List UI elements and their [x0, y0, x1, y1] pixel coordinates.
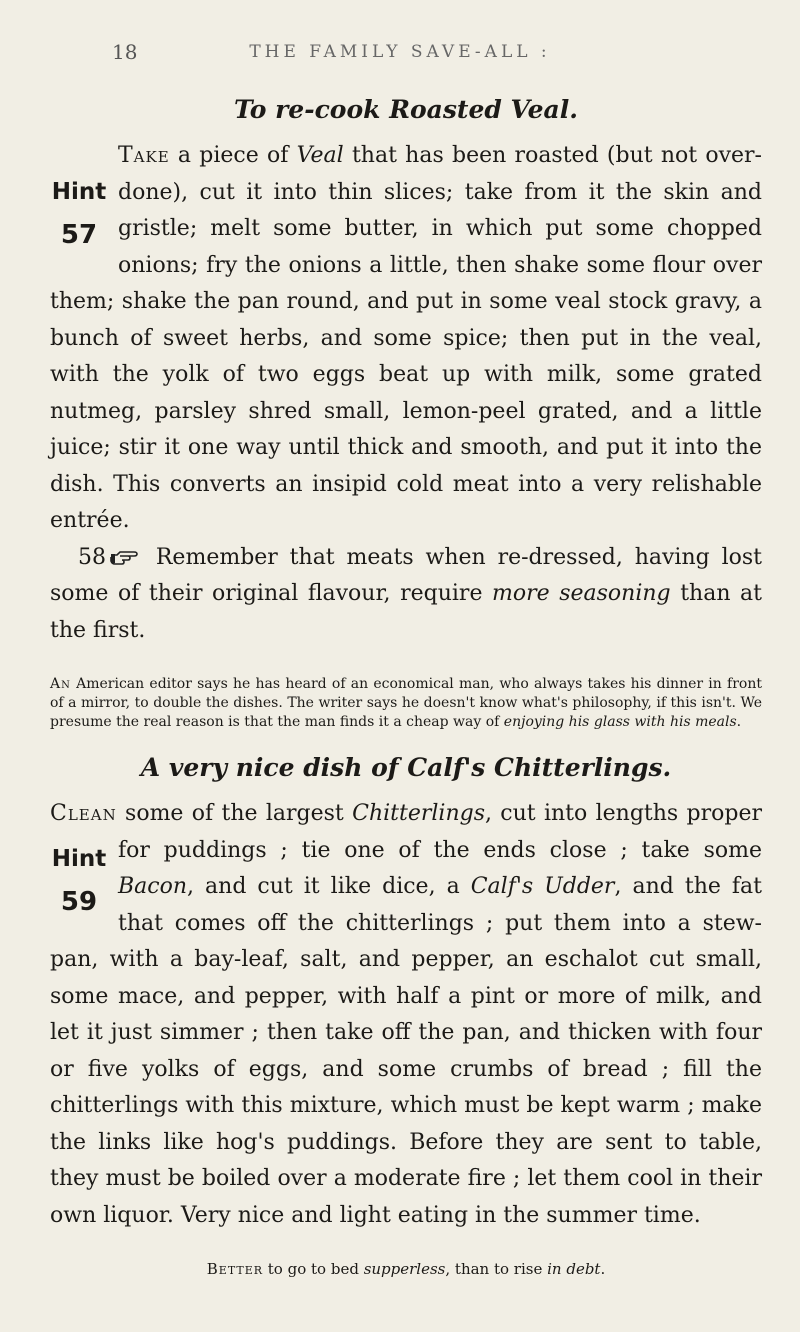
para-italic: more seasoning — [492, 581, 671, 606]
para-text: , and cut it like dice, a — [187, 874, 471, 899]
hint-label: Hint — [51, 845, 107, 872]
footer-italic: supperless — [363, 1260, 446, 1278]
para-text: some of the largest — [116, 801, 353, 826]
anecdote-note — [50, 675, 762, 732]
footer-italic: in debt — [547, 1260, 601, 1278]
footer-proverb — [50, 1260, 762, 1278]
recipe-title-roasted-veal — [50, 92, 762, 128]
note-lead-word: An — [50, 676, 71, 692]
hint-number: 59 — [60, 886, 98, 917]
para-italic: Veal — [296, 143, 344, 168]
hint-marker-59 — [44, 847, 114, 917]
pointing-hand-icon — [110, 550, 140, 566]
footer-lead-word: Better — [206, 1260, 264, 1278]
para-text: than at the first. — [50, 581, 762, 643]
note-italic: enjoying his glass with his meals — [503, 714, 737, 730]
recipe-title-chitterlings: A very nice dish of Calf's Chitterlings. — [140, 753, 672, 782]
para-italic: Bacon — [118, 874, 188, 899]
para-text: that has been roasted (but not over-done), cut it into thin slices; take from it the skin and gristle; melt some butter, in which put some chopped onions; fry the onions a little, then shake some flour over them; shake the pan round, and put in some veal stock gravy, a bunch of sweet herbs, and some spice; then put in the veal, with the yolk of two eggs beat up with milk, some grated nutmeg, parsley shred small, lemon-peel grated, and a little juice; stir it one way until thick and smooth, and put it into the dish. This converts an insipid cold meat into a very relishable entrée. — [50, 143, 762, 533]
para-text: a piece of — [169, 143, 297, 168]
hint-number: 57 — [60, 220, 98, 251]
page-content — [50, 92, 762, 1293]
footer-text: . — [600, 1260, 606, 1278]
para-text: Remember that meats when re-dressed, having lost some of their original flavour, require — [50, 544, 762, 606]
note-text: . — [736, 714, 742, 730]
running-title: THE FAMILY SAVE-ALL : — [249, 42, 551, 62]
hint-label: Hint — [51, 179, 107, 205]
recipe-title-bold: Roasted Veal. — [389, 95, 578, 124]
para-text: , cut into lengths proper for puddings ; tie one of the ends close ; take some — [118, 801, 762, 863]
running-head — [0, 40, 800, 70]
remember-paragraph — [50, 540, 762, 650]
footer-text: to go to bed — [263, 1260, 364, 1278]
recipe-title-prefix: To re-cook — [234, 95, 390, 124]
para-lead-word: Take — [118, 143, 170, 168]
para-italic: Calf's Udder — [470, 874, 615, 899]
note-text: American editor says he has heard of an economical man, who always takes his dinner in front of a mirror, to double the dishes. The writer says he doesn't know what's philosophy, if this isn't. We presume the real reason is that the man finds it a cheap way of — [50, 676, 762, 730]
footer-text: , than to rise — [445, 1260, 548, 1278]
page-number: 18 — [112, 40, 138, 64]
recipe-chitterlings-body — [50, 796, 762, 1234]
hint-marker-57 — [44, 180, 114, 250]
para-italic: Chitterlings — [352, 801, 485, 826]
para-text: , and the fat that comes off the chitterlings ; put them into a stew-pan, with a bay-leaf, salt, and pepper, an eschalot cut small, some mace, and pepper, with half a pint or more of milk, and let it just simmer ; then take off the pan, and thicken with four or five yolks of eggs, and some crumbs of bread ; fill the chitterlings with this mixture, which must be kept warm ; make the links like hog's puddings. Before they are sent to table, they must be boiled over a moderate fire ; let them cool in their own liquor. Very nice and light eating in the summer time. — [50, 874, 762, 1228]
recipe-veal-body — [50, 138, 762, 540]
para-lead-word: Clean — [50, 801, 117, 826]
item-number: 58 — [78, 544, 106, 570]
